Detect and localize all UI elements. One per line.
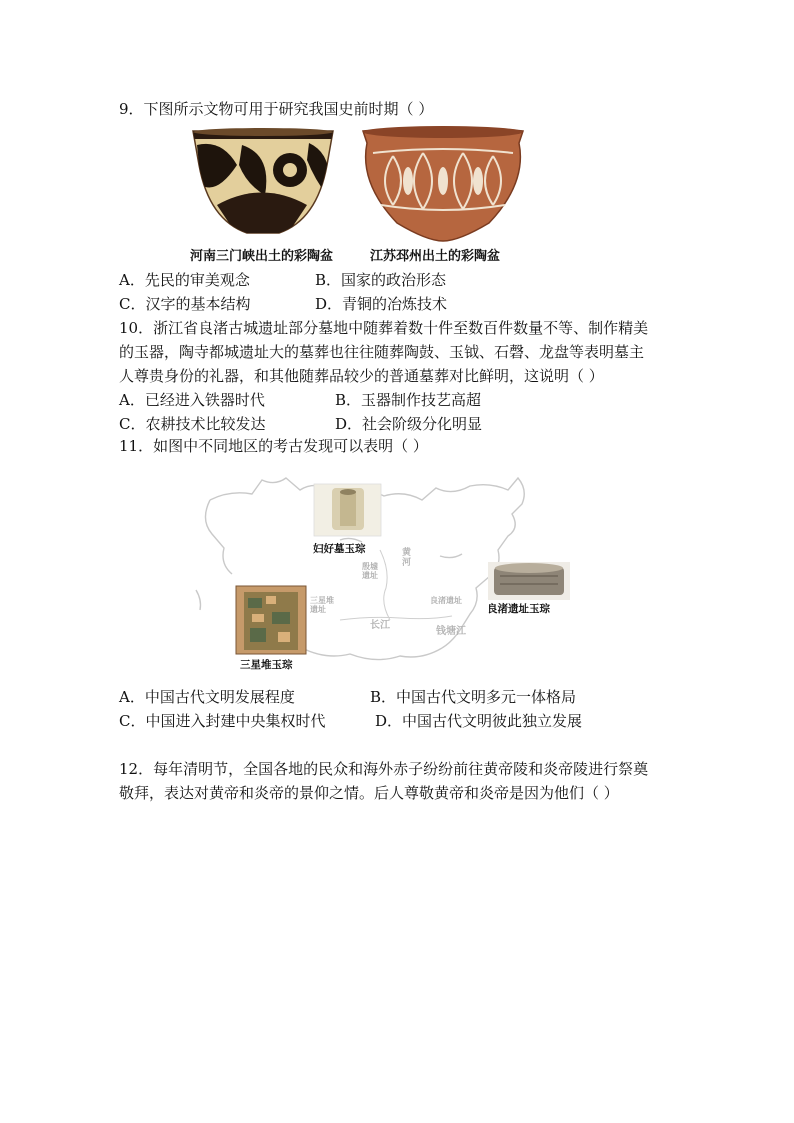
pottery-basin-pizhou-image — [359, 123, 527, 245]
q9-option-a: A．先民的审美观念 — [119, 271, 250, 289]
q11-stem: 11．如图中不同地区的考古发现可以表明（ ） — [119, 437, 428, 455]
q10-option-d: D．社会阶级分化明显 — [335, 415, 483, 433]
q10-stem-line-2: 的玉器，陶寺都城遗址大的墓葬也往往随葬陶鼓、玉钺、石磬、龙盘等表明墓主 — [119, 343, 645, 361]
q9-stem: 9．下图所示文物可用于研究我国史前时期（ ） — [119, 100, 434, 118]
q10-stem-line-3: 人尊贵身份的礼器，和其他随葬品较少的普通墓葬对比鲜明，这说明（ ） — [119, 367, 604, 385]
q10-option-b: B．玉器制作技艺高超 — [335, 391, 482, 409]
map-label-yangtze-river: 长江 — [370, 620, 390, 631]
pottery-caption-right: 江苏邳州出土的彩陶盆 — [370, 249, 501, 264]
q10-option-a: A．已经进入铁器时代 — [119, 391, 265, 409]
q9-option-d: D．青铜的冶炼技术 — [315, 295, 448, 313]
archaeology-map-image — [190, 470, 610, 680]
map-label-yellow-river: 黄河 — [402, 548, 412, 568]
q12-stem-line-2: 敬拜，表达对黄帝和炎帝的景仰之情。后人尊敬黄帝和炎帝是因为他们（ ） — [119, 784, 619, 802]
map-caption-sanxingdui: 三星堆玉琮 — [240, 659, 293, 671]
q11-option-a: A．中国古代文明发展程度 — [119, 688, 295, 706]
map-caption-liangzhu: 良渚遗址玉琮 — [487, 603, 550, 615]
pottery-caption-left: 河南三门峡出土的彩陶盆 — [190, 249, 334, 264]
map-label-liangzhu-site: 良渚遗址 — [430, 596, 462, 605]
q11-option-c: C．中国进入封建中央集权时代 — [119, 712, 326, 730]
q12-stem-line-1: 12．每年清明节，全国各地的民众和海外赤子纷纷前往黄帝陵和炎帝陵进行祭奠 — [119, 760, 649, 778]
q10-stem-line-1: 10．浙江省良渚古城遗址部分墓地中随葬着数十件至数百件数量不等、制作精美 — [119, 319, 649, 337]
map-label-yinxu-site: 殷墟遗址 — [362, 562, 378, 580]
pottery-basin-sanmenxia-image — [187, 125, 339, 243]
map-label-qiantang-river: 钱塘江 — [436, 626, 466, 637]
map-caption-fuhao: 妇好墓玉琮 — [313, 543, 366, 555]
q9-option-b: B．国家的政治形态 — [315, 271, 447, 289]
q11-option-b: B．中国古代文明多元一体格局 — [370, 688, 577, 706]
q10-option-c: C．农耕技术比较发达 — [119, 415, 266, 433]
map-label-sanxingdui-site: 三星堆遗址 — [310, 596, 334, 614]
q9-option-c: C．汉字的基本结构 — [119, 295, 251, 313]
q11-option-d: D．中国古代文明彼此独立发展 — [375, 712, 583, 730]
